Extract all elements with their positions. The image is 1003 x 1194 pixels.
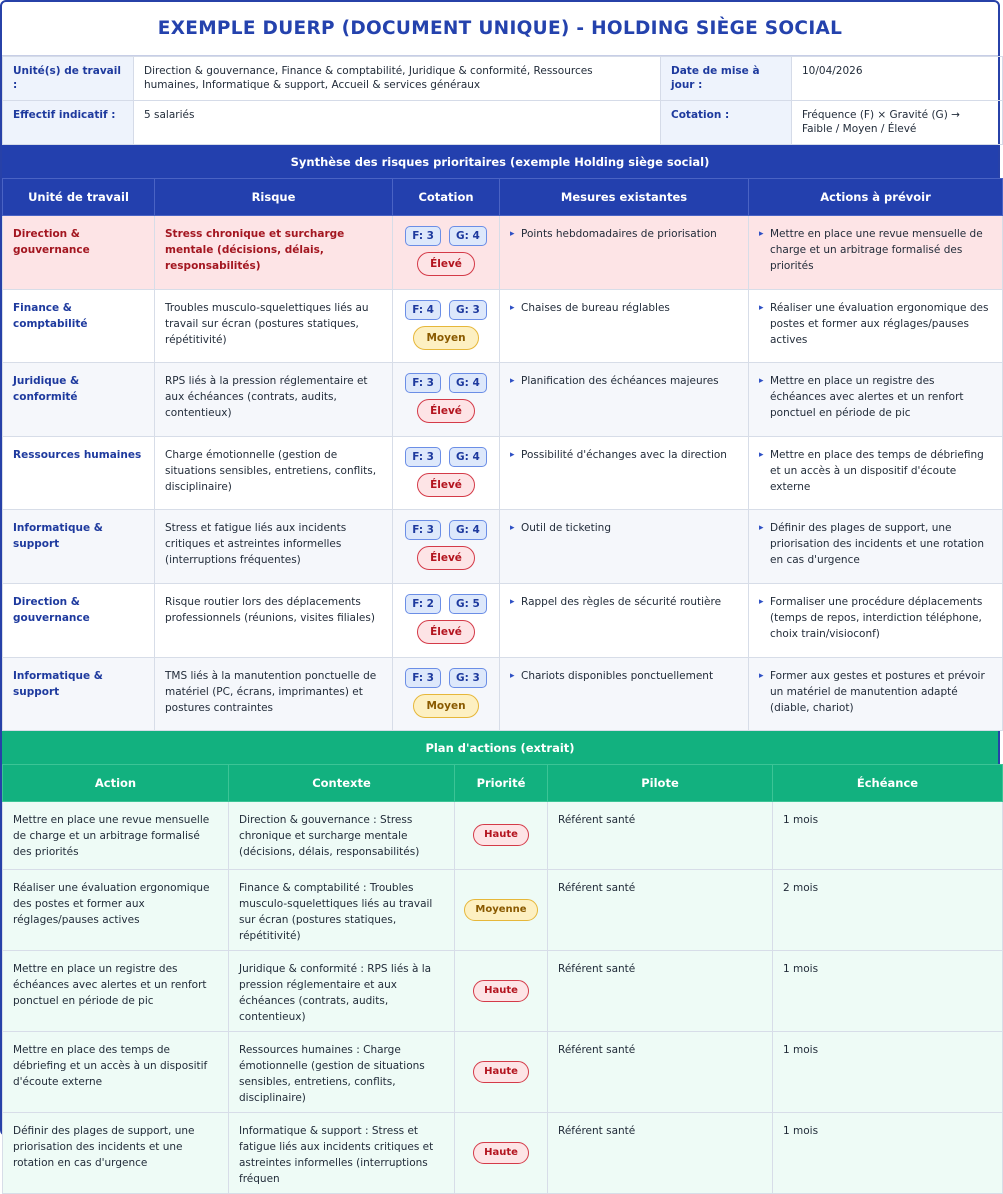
risk-cotation [393, 289, 500, 363]
risk-description: Risque routier lors des déplacements professionnels (réunions, visites filiales) [155, 583, 393, 657]
action-item: ▸ Définir des plages de support, une priorisation des incidents et une rotation en cas d'urgence [759, 520, 992, 568]
plan-body [3, 802, 1003, 1193]
risk-measures [500, 583, 749, 657]
date-label: Date de mise à jour : [661, 57, 792, 101]
header-mesures: Mesures existantes [500, 179, 749, 216]
frequence-badge: F: 4 [405, 300, 441, 320]
effectif-label: Effectif indicatif : [3, 101, 134, 145]
gravite-badge: G: 5 [449, 594, 487, 614]
risk-row [3, 216, 1003, 290]
risk-measures [500, 657, 749, 731]
risk-row [3, 583, 1003, 657]
risk-description: RPS liés à la pression réglementaire et aux échéances (contrats, audits, contentieux) [155, 363, 393, 437]
risk-row [3, 363, 1003, 437]
gravite-badge: G: 4 [449, 447, 487, 467]
level-badge: Élevé [417, 620, 475, 644]
risk-row [3, 657, 1003, 731]
level-badge: Moyen [413, 694, 478, 718]
risk-cotation [393, 216, 500, 290]
plan-action: Mettre en place une revue mensuelle de charge et un arbitrage formalisé des priorités [3, 802, 229, 869]
plan-priority [455, 869, 548, 950]
plan-row [3, 950, 1003, 1031]
plan-action: Définir des plages de support, une priorisation des incidents et une rotation en cas d'urgence [3, 1112, 229, 1193]
priority-badge: Haute [473, 1142, 529, 1164]
plan-pilot: Référent santé [548, 802, 773, 869]
risk-description: Troubles musculo-squelettiques liés au travail sur écran (postures statiques, répétitivité) [155, 289, 393, 363]
risk-measures [500, 363, 749, 437]
plan-priority [455, 1031, 548, 1112]
cotation-label: Cotation : [661, 101, 792, 145]
plan-deadline: 1 mois [773, 950, 1003, 1031]
action-item: ▸ Mettre en place des temps de débriefing et un accès à un dispositif d'écoute externe [759, 447, 992, 495]
risk-measures [500, 289, 749, 363]
plan-deadline: 2 mois [773, 869, 1003, 950]
risk-unit: Ressources humaines [3, 436, 155, 510]
measure-item: ▸ Planification des échéances majeures [510, 373, 738, 389]
risk-measures [500, 436, 749, 510]
risk-row [3, 289, 1003, 363]
plan-action: Mettre en place un registre des échéances avec alertes et un renfort ponctuel en période de pic [3, 950, 229, 1031]
risk-measures [500, 510, 749, 584]
risk-table [2, 178, 1003, 731]
info-row [3, 101, 1003, 145]
action-item: ▸ Former aux gestes et postures et prévoir un matériel de manutention adapté (diable, chariot) [759, 668, 992, 716]
header-action: Action [3, 765, 229, 802]
measure-item: ▸ Possibilité d'échanges avec la direction [510, 447, 738, 463]
risk-row [3, 436, 1003, 510]
gravite-badge: G: 4 [449, 226, 487, 246]
measure-item: ▸ Rappel des règles de sécurité routière [510, 594, 738, 610]
info-table [2, 56, 1003, 145]
risk-cotation [393, 510, 500, 584]
frequence-badge: F: 3 [405, 226, 441, 246]
header-pilote: Pilote [548, 765, 773, 802]
action-item: ▸ Formaliser une procédure déplacements (temps de repos, interdiction téléphone, choix train/visioconf) [759, 594, 992, 642]
risk-description: Stress et fatigue liés aux incidents critiques et astreintes informelles (interruptions fréquentes) [155, 510, 393, 584]
unite-value: Direction & gouvernance, Finance & comptabilité, Juridique & conformité, Ressources humaines, Informatique & support, Accueil & services généraux [134, 57, 661, 101]
cotation-value: Fréquence (F) × Gravité (G) → Faible / Moyen / Élevé [792, 101, 1003, 145]
plan-row [3, 802, 1003, 869]
level-badge: Élevé [417, 252, 475, 276]
plan-context: Ressources humaines : Charge émotionnelle (gestion de situations sensibles, entretiens, conflits, disciplinaire) [229, 1031, 455, 1112]
gravite-badge: G: 3 [449, 668, 487, 688]
frequence-badge: F: 3 [405, 520, 441, 540]
header-priorite: Priorité [455, 765, 548, 802]
risk-actions [749, 436, 1003, 510]
level-badge: Élevé [417, 399, 475, 423]
plan-context: Finance & comptabilité : Troubles musculo-squelettiques liés au travail sur écran (postures statiques, répétitivité) [229, 869, 455, 950]
risk-unit: Juridique & conformité [3, 363, 155, 437]
priority-badge: Moyenne [464, 899, 537, 921]
level-badge: Élevé [417, 473, 475, 497]
plan-action: Mettre en place des temps de débriefing et un accès à un dispositif d'écoute externe [3, 1031, 229, 1112]
risk-cotation [393, 583, 500, 657]
plan-row [3, 1031, 1003, 1112]
priority-badge: Haute [473, 1061, 529, 1083]
risk-unit: Direction & gouvernance [3, 583, 155, 657]
header-contexte: Contexte [229, 765, 455, 802]
measure-item: ▸ Chariots disponibles ponctuellement [510, 668, 738, 684]
plan-pilot: Référent santé [548, 869, 773, 950]
plan-priority [455, 802, 548, 869]
gravite-badge: G: 4 [449, 520, 487, 540]
risk-description: Stress chronique et surcharge mentale (décisions, délais, responsabilités) [155, 216, 393, 290]
plan-priority [455, 950, 548, 1031]
plan-title: Plan d'actions (extrait) [2, 731, 998, 764]
priority-badge: Haute [473, 980, 529, 1002]
risk-actions [749, 510, 1003, 584]
plan-context: Direction & gouvernance : Stress chronique et surcharge mentale (décisions, délais, responsabilités) [229, 802, 455, 869]
header-cotation: Cotation [393, 179, 500, 216]
risk-row [3, 510, 1003, 584]
plan-pilot: Référent santé [548, 1112, 773, 1193]
frequence-badge: F: 2 [405, 594, 441, 614]
risk-description: TMS liés à la manutention ponctuelle de matériel (PC, écrans, imprimantes) et postures contraintes [155, 657, 393, 731]
frequence-badge: F: 3 [405, 447, 441, 467]
plan-row [3, 869, 1003, 950]
plan-action: Réaliser une évaluation ergonomique des postes et former aux réglages/pauses actives [3, 869, 229, 950]
measure-item: ▸ Outil de ticketing [510, 520, 738, 536]
risk-cotation [393, 657, 500, 731]
risk-unit: Informatique & support [3, 510, 155, 584]
plan-table [2, 764, 1003, 1193]
document-title: EXEMPLE DUERP (DOCUMENT UNIQUE) - HOLDING SIÈGE SOCIAL [2, 2, 998, 56]
header-unite: Unité de travail [3, 179, 155, 216]
info-row [3, 57, 1003, 101]
risk-actions [749, 289, 1003, 363]
risk-actions [749, 216, 1003, 290]
risk-unit: Finance & comptabilité [3, 289, 155, 363]
action-item: ▸ Mettre en place un registre des échéances avec alertes et un renfort ponctuel en période de pic [759, 373, 992, 421]
unite-label: Unité(s) de travail : [3, 57, 134, 101]
level-badge: Élevé [417, 546, 475, 570]
date-value: 10/04/2026 [792, 57, 1003, 101]
gravite-badge: G: 4 [449, 373, 487, 393]
risk-description: Charge émotionnelle (gestion de situations sensibles, entretiens, conflits, disciplinaire) [155, 436, 393, 510]
plan-row [3, 1112, 1003, 1193]
synthese-title: Synthèse des risques prioritaires (exemple Holding siège social) [2, 145, 998, 178]
header-actions: Actions à prévoir [749, 179, 1003, 216]
plan-deadline: 1 mois [773, 1112, 1003, 1193]
risk-unit: Direction & gouvernance [3, 216, 155, 290]
risk-body [3, 216, 1003, 731]
risk-cotation [393, 436, 500, 510]
measure-item: ▸ Points hebdomadaires de priorisation [510, 226, 738, 242]
header-risque: Risque [155, 179, 393, 216]
plan-context: Juridique & conformité : RPS liés à la pression réglementaire et aux échéances (contrats, audits, contentieux) [229, 950, 455, 1031]
plan-priority [455, 1112, 548, 1193]
risk-actions [749, 583, 1003, 657]
level-badge: Moyen [413, 326, 478, 350]
risk-actions [749, 363, 1003, 437]
plan-deadline: 1 mois [773, 802, 1003, 869]
measure-item: ▸ Chaises de bureau réglables [510, 300, 738, 316]
risk-unit: Informatique & support [3, 657, 155, 731]
priority-badge: Haute [473, 824, 529, 846]
plan-pilot: Référent santé [548, 1031, 773, 1112]
effectif-value: 5 salariés [134, 101, 661, 145]
plan-header-row [3, 765, 1003, 802]
plan-deadline: 1 mois [773, 1031, 1003, 1112]
plan-pilot: Référent santé [548, 950, 773, 1031]
action-item: ▸ Réaliser une évaluation ergonomique des postes et former aux réglages/pauses actives [759, 300, 992, 348]
risk-actions [749, 657, 1003, 731]
frequence-badge: F: 3 [405, 668, 441, 688]
risk-header-row [3, 179, 1003, 216]
action-item: ▸ Mettre en place une revue mensuelle de charge et un arbitrage formalisé des priorités [759, 226, 992, 274]
header-echeance: Échéance [773, 765, 1003, 802]
risk-measures [500, 216, 749, 290]
plan-context: Informatique & support : Stress et fatigue liés aux incidents critiques et astreintes informelles (interruptions fréquen [229, 1112, 455, 1193]
frequence-badge: F: 3 [405, 373, 441, 393]
gravite-badge: G: 3 [449, 300, 487, 320]
risk-cotation [393, 363, 500, 437]
